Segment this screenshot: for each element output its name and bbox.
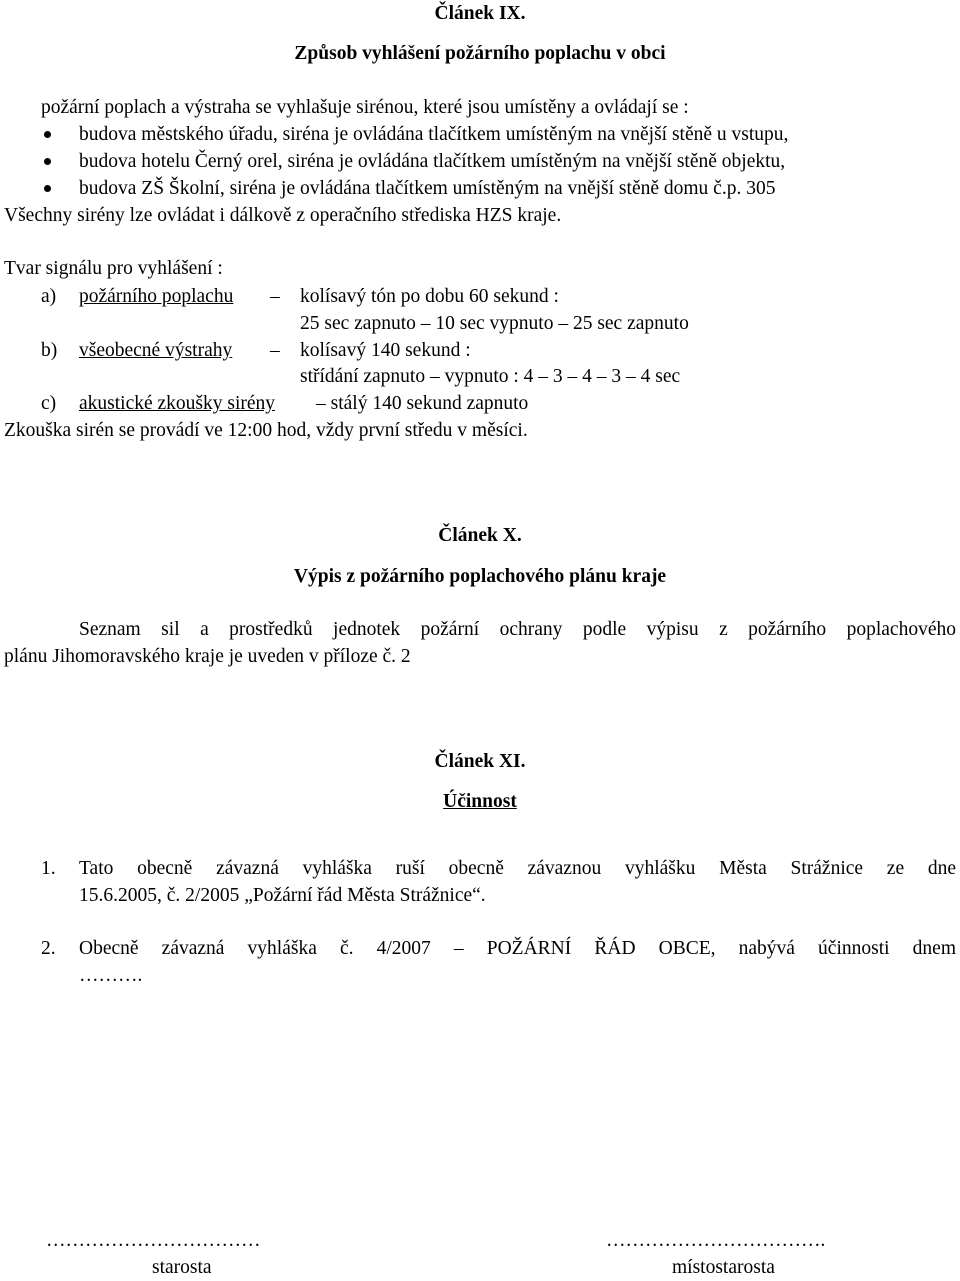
signal-a-detail: 25 sec zapnuto – 10 sec vypnuto – 25 sec zapnuto bbox=[300, 313, 689, 334]
signature-line-left: …………………………… bbox=[46, 1230, 261, 1251]
signal-c-marker: c) bbox=[41, 393, 57, 414]
bullet-icon bbox=[44, 185, 51, 192]
signal-c-name: akustické zkoušky sirény bbox=[79, 393, 276, 414]
signal-b-marker: b) bbox=[41, 340, 58, 361]
signal-a-dash: – bbox=[270, 286, 280, 307]
item-1-line1: Tato obecně závazná vyhláška ruší obecně závaznou vyhlášku Města Strážnice ze dne bbox=[79, 858, 956, 879]
list-item: budova ZŠ Školní, siréna je ovládána tlačítkem umístěným na vnější stěně domu č.p. 305 bbox=[79, 178, 776, 199]
signal-b-name: všeobecné výstrahy bbox=[79, 340, 233, 361]
signature-line-right: ……………………………. bbox=[606, 1230, 826, 1251]
signal-intro: Tvar signálu pro vyhlášení : bbox=[4, 258, 223, 279]
item-1-number: 1. bbox=[41, 858, 56, 879]
remote-control-text: Všechny sirény lze ovládat i dálkově z operačního střediska HZS kraje. bbox=[4, 205, 562, 226]
list-item: budova městského úřadu, siréna je ovládána tlačítkem umístěným na vnější stěně u vstupu, bbox=[79, 124, 789, 145]
item-2-line2: ………. bbox=[79, 965, 143, 986]
signal-b-detail: střídání zapnuto – vypnuto : 4 – 3 – 4 – 3 – 4 sec bbox=[300, 366, 681, 387]
article-10-paragraph-line1: Seznam sil a prostředků jednotek požární ochrany podle výpisu z požárního poplachového bbox=[79, 619, 956, 640]
signal-b-dash: – bbox=[270, 340, 280, 361]
article-10-paragraph-line2: plánu Jihomoravského kraje je uveden v příloze č. 2 bbox=[4, 646, 411, 667]
article-11-subheading: Účinnost bbox=[443, 791, 517, 812]
signature-label-starosta: starosta bbox=[152, 1257, 212, 1278]
article-9-heading: Článek IX. bbox=[434, 3, 526, 24]
article-10-heading: Článek X. bbox=[438, 525, 522, 546]
article-9-subheading: Způsob vyhlášení požárního poplachu v obci bbox=[294, 43, 666, 64]
bullet-icon bbox=[44, 158, 51, 165]
signal-a-desc: kolísavý tón po dobu 60 sekund : bbox=[300, 286, 559, 307]
bullet-icon bbox=[44, 131, 51, 138]
item-1-line2: 15.6.2005, č. 2/2005 „Požární řád Města Strážnice“. bbox=[79, 885, 486, 906]
intro-text: požární poplach a výstraha se vyhlašuje sirénou, které jsou umístěny a ovládají se : bbox=[41, 97, 689, 118]
list-item: budova hotelu Černý orel, siréna je ovládána tlačítkem umístěným na vnější stěně objektu, bbox=[79, 151, 786, 172]
item-2-line1: Obecně závazná vyhláška č. 4/2007 – POŽÁRNÍ ŘÁD OBCE, nabývá účinnosti dnem bbox=[79, 938, 956, 959]
signal-a-marker: a) bbox=[41, 286, 57, 307]
signal-c-desc: – stálý 140 sekund zapnuto bbox=[316, 393, 529, 414]
article-10-subheading: Výpis z požárního poplachového plánu kraje bbox=[293, 566, 667, 587]
signature-label-mistostarosta: místostarosta bbox=[672, 1257, 775, 1278]
article-11-heading: Článek XI. bbox=[434, 751, 526, 772]
signal-a-name: požárního poplachu bbox=[79, 286, 234, 307]
siren-test-text: Zkouška sirén se provádí ve 12:00 hod, vždy první středu v měsíci. bbox=[4, 420, 528, 441]
signal-b-desc: kolísavý 140 sekund : bbox=[300, 340, 471, 361]
item-2-number: 2. bbox=[41, 938, 56, 959]
